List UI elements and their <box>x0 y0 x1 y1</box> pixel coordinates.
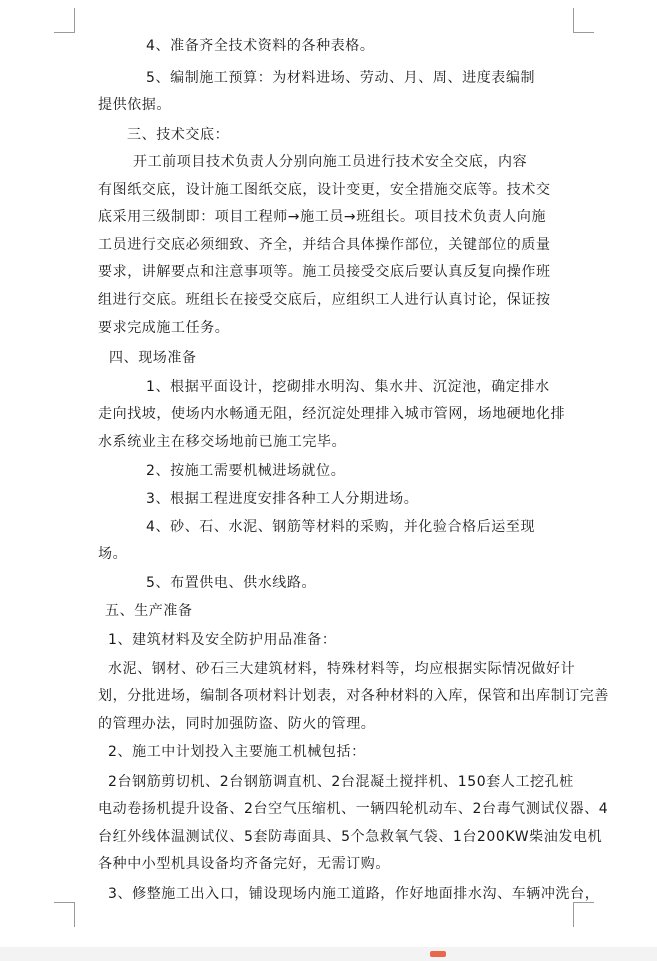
text-line: 电动卷扬机提升设备、2台空气压缩机、一辆四轮机动车、2台毒气测试仪器、4 <box>98 801 609 817</box>
text-line: 4、准备齐全技术资料的各种表格。 <box>146 38 375 54</box>
text-line: 5、编制施工预算：为材料进场、劳动、月、周、进度表编制 <box>146 70 536 86</box>
text-line: 划，分批进场，编制各项材料计划表，对各种材料的入库，保管和出库制订完善 <box>98 688 609 704</box>
text-line: 2、施工中计划投入主要施工机械包括： <box>108 744 366 760</box>
page-corner-mark-top-left <box>54 8 75 33</box>
page-corner-mark-bottom-right <box>573 902 594 927</box>
text-line: 底采用三级制即：项目工程师→施工员→班组长。项目技术负责人向施 <box>98 209 547 225</box>
text-line: 台红外线体温测试仪、5套防毒面具、5个急救氧气袋、1台200KW柴油发电机 <box>98 829 603 845</box>
text-line: 走向找坡，使场内水畅通无阻，经沉淀处理排入城市管网，场地硬地化排 <box>98 406 566 422</box>
text-line: 4、砂、石、水泥、钢筋等材料的采购，并化验合格后运至现 <box>146 519 536 535</box>
text-line: 5、布置供电、供水线路。 <box>146 575 317 591</box>
page-corner-mark-bottom-left <box>54 902 75 927</box>
text-line: 3、修整施工出入口，铺设现场内施工道路，作好地面排水沟、车辆冲洗台， <box>108 886 600 902</box>
text-line: 各种中小型机具设备均齐备完好，无需订购。 <box>98 856 390 872</box>
text-line: 1、根据平面设计，挖砌排水明沟、集水井、沉淀池，确定排水 <box>146 379 550 395</box>
text-line: 的管理办法，同时加强防盗、防火的管理。 <box>98 716 376 732</box>
text-line: 3、根据工程进度安排各种工人分期进场。 <box>146 491 419 507</box>
text-line: 要求完成施工任务。 <box>98 320 230 336</box>
text-line: 2、按施工需要机械进场就位。 <box>146 463 346 479</box>
section-heading: 三、技术交底： <box>127 127 230 143</box>
text-line: 2台钢筋剪切机、2台钢筋调直机、2台混凝土搅拌机、150套人工挖孔桩 <box>108 774 574 790</box>
text-line: 提供依据。 <box>98 97 171 113</box>
text-line: 水泥、钢材、砂石三大建筑材料，特殊材料等，均应根据实际情况做好计 <box>108 661 576 677</box>
text-line: 开工前项目技术负责人分别向施工员进行技术安全交底，内容 <box>133 154 528 170</box>
section-heading: 四、现场准备 <box>109 350 197 366</box>
text-line: 组进行交底。班组长在接受交底后，应组织工人进行认真讨论，保证按 <box>98 292 551 308</box>
text-line: 有图纸交底，设计施工图纸交底，设计变更，安全措施交底等。技术交 <box>98 182 551 198</box>
next-page-strip <box>0 947 657 961</box>
text-line: 水系统业主在移交场地前已施工完毕。 <box>98 434 347 450</box>
section-heading: 五、生产准备 <box>105 603 193 619</box>
page-edge-marker <box>430 951 446 957</box>
text-line: 场。 <box>98 546 128 562</box>
text-line: 1、建筑材料及安全防护用品准备： <box>108 632 337 648</box>
page-corner-mark-top-right <box>573 8 594 33</box>
text-line: 要求，讲解要点和注意事项等。施工员接受交底后要认真反复向操作班 <box>98 264 551 280</box>
text-line: 工员进行交底必须细致、齐全，并结合具体操作部位，关键部位的质量 <box>98 237 551 253</box>
